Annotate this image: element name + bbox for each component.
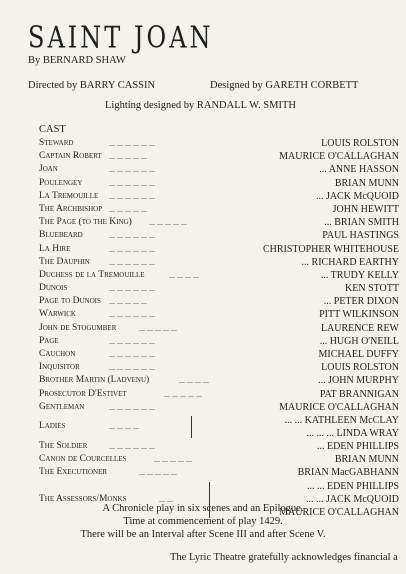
cast-row	[39, 466, 399, 479]
actor-name: ... TRUDY KELLY	[320, 269, 399, 281]
cast-row	[39, 229, 399, 242]
leader-dots: ... ... ... ...	[179, 376, 209, 386]
role-name: The Soldier	[39, 440, 88, 451]
actor-name: ... BRIAN SMITH	[324, 217, 399, 229]
leader-dots: ... ... ... ... ...	[109, 152, 147, 162]
actor-name: ... JOHN MURPHY	[318, 375, 399, 387]
cast-row	[39, 137, 399, 150]
leader-dots: ... ... ... ... ...	[109, 204, 147, 214]
cast-list	[39, 137, 399, 520]
actor-name: LAURENCE REW	[320, 322, 399, 334]
actor-name: ... PETER DIXON	[323, 296, 399, 308]
actor-name: BRIAN MacGABHANN	[297, 467, 399, 479]
role-name: Canon de Courcelles	[39, 454, 127, 465]
cast-row	[39, 440, 399, 453]
role-name: Ladies	[39, 420, 66, 431]
role-name: The Executioner	[39, 467, 108, 478]
actor-name: ... HUGH O'NEILL	[319, 335, 399, 347]
cast-row	[39, 348, 399, 361]
leader-dots: ... ... ... ...	[109, 421, 139, 431]
role-name: Captain Robert	[39, 151, 102, 162]
cast-row	[39, 308, 399, 321]
actor-name: CHRISTOPHER WHITEHOUSE	[262, 243, 399, 255]
actor-name: MICHAEL DUFFY	[318, 349, 399, 360]
actor-name: ... ... EDEN PHILLIPS	[307, 480, 399, 492]
role-name: The Archbishop	[39, 203, 103, 214]
role-name: Joan	[39, 164, 58, 175]
role-name: Inquisitor	[39, 362, 80, 373]
actor-name: LOUIS ROLSTON	[321, 362, 399, 374]
actor-name: MAURICE O'CALLAGHAN	[279, 401, 399, 413]
role-name: Gentleman	[39, 401, 85, 412]
leader-dots: ... ... ... ... ...	[164, 389, 202, 399]
leader-dots: ... ... ... ...	[169, 270, 199, 280]
cast-row	[39, 150, 399, 163]
actor-name: ... ... KATHLEEN McCLAY	[284, 414, 399, 426]
cast-row	[39, 216, 399, 229]
cast-row	[39, 401, 399, 414]
leader-dots: ... ... ... ... ... ...	[109, 191, 155, 201]
actor-name: PAT BRANNIGAN	[319, 388, 399, 400]
leader-dots: ... ... ... ... ...	[139, 468, 177, 478]
cast-row	[39, 374, 399, 387]
cast-row	[39, 335, 399, 348]
leader-dots: ... ... ... ... ... ...	[109, 165, 155, 175]
actor-name: PITT WILKINSON	[319, 309, 399, 321]
role-name: Warwick	[39, 309, 76, 320]
leader-dots: ... ... ... ... ...	[154, 455, 192, 465]
leader-dots: ... ...	[159, 494, 173, 504]
actor-name: JOHN HEWITT	[332, 203, 399, 215]
cast-heading: CAST	[39, 124, 66, 135]
role-name: Brother Martin (Ladvenu)	[39, 375, 150, 386]
role-name: The Dauphin	[39, 256, 90, 267]
leader-dots: ... ... ... ... ... ...	[109, 244, 155, 254]
leader-dots: ... ... ... ... ... ...	[109, 363, 155, 373]
role-name: Bluebeard	[39, 230, 83, 241]
actor-name: PAUL HASTINGS	[322, 230, 399, 242]
cast-row	[39, 282, 399, 295]
actor-name: ... JACK McQUOID	[315, 190, 399, 202]
cast-row	[39, 190, 399, 203]
lighting-credit: Lighting designed by RANDALL W. SMITH	[105, 100, 296, 111]
leader-dots: ... ... ... ... ... ...	[109, 336, 155, 346]
cast-group-ladies	[39, 414, 399, 440]
cast-row	[39, 322, 399, 335]
cast-row	[39, 203, 399, 216]
role-name: Dunois	[39, 283, 68, 294]
leader-dots: ... ... ... ... ... ...	[109, 402, 155, 412]
actor-name: ... ANNE HASSON	[319, 164, 399, 176]
footer-line: A Chronicle play in six scenes and an Epilogue.	[102, 503, 304, 514]
play-title: SAINT JOAN	[28, 20, 214, 55]
role-name: La Hire	[39, 243, 71, 254]
designer-credit: Designed by GARETH CORBETT	[210, 80, 359, 91]
actor-name: KEN STOTT	[345, 283, 399, 295]
leader-dots: ... ... ... ... ... ...	[109, 178, 155, 188]
leader-dots: ... ... ... ... ... ...	[109, 139, 155, 148]
actor-name: MAURICE O'CALLAGHAN	[279, 151, 399, 163]
role-name: Steward	[39, 138, 74, 148]
acknowledgement: The Lyric Theatre gratefully acknowledges financial a	[170, 552, 398, 563]
cast-row	[39, 295, 399, 308]
leader-dots: ... ... ... ... ... ...	[109, 441, 155, 451]
role-name: John de Stogumber	[39, 322, 117, 333]
actor-name: ... ... JACK McQUOID	[305, 493, 399, 505]
actor-name: ... ... ... LINDA WRAY	[306, 427, 399, 439]
actor-name: BRIAN MUNN	[334, 177, 399, 189]
actor-name: ... RICHARD EARTHY	[301, 256, 399, 268]
author-byline: By BERNARD SHAW	[28, 55, 126, 66]
leader-dots: ... ... ... ... ... ...	[109, 350, 155, 359]
cast-row	[39, 256, 399, 269]
leader-dots: ... ... ... ... ... ...	[109, 257, 155, 267]
cast-row	[39, 361, 399, 374]
role-name: Duchess de la Tremouille	[39, 269, 145, 280]
actor-name: MAURICE O'CALLAGHAN	[279, 506, 399, 518]
actor-name: ... EDEN PHILLIPS	[317, 440, 399, 452]
role-name: Poulengey	[39, 177, 83, 188]
role-name: La Tremouille	[39, 190, 99, 201]
actor-name: LOUIS ROLSTON	[321, 138, 399, 149]
leader-dots: ... ... ... ... ... ...	[109, 284, 155, 294]
leader-dots: ... ... ... ... ... ...	[109, 310, 155, 320]
role-name: Cauchon	[39, 349, 76, 359]
actor-name: BRIAN MUNN	[334, 454, 399, 466]
role-name: The Assessors/Monks	[39, 493, 127, 504]
cast-row	[39, 163, 399, 176]
cast-row	[39, 177, 399, 190]
footer-line: There will be an Interval after Scene III and after Scene V.	[80, 529, 326, 540]
grouping-brace	[191, 416, 196, 438]
cast-row	[39, 269, 399, 282]
director-credit: Directed by BARRY CASSIN	[28, 80, 156, 91]
cast-row	[39, 388, 399, 401]
role-name: Page	[39, 335, 59, 346]
leader-dots: ... ... ... ... ...	[109, 297, 147, 307]
cast-row	[39, 243, 399, 256]
role-name: The Page (to the King)	[39, 217, 132, 228]
leader-dots: ... ... ... ... ...	[149, 218, 187, 228]
role-name: Prosecutor D'Estivet	[39, 388, 127, 399]
cast-row	[39, 453, 399, 466]
role-name: Page to Dunois	[39, 296, 101, 307]
footer-line: Time at commencement of play 1429.	[123, 516, 283, 527]
leader-dots: ... ... ... ... ...	[139, 323, 177, 333]
leader-dots: ... ... ... ... ... ...	[109, 231, 155, 241]
